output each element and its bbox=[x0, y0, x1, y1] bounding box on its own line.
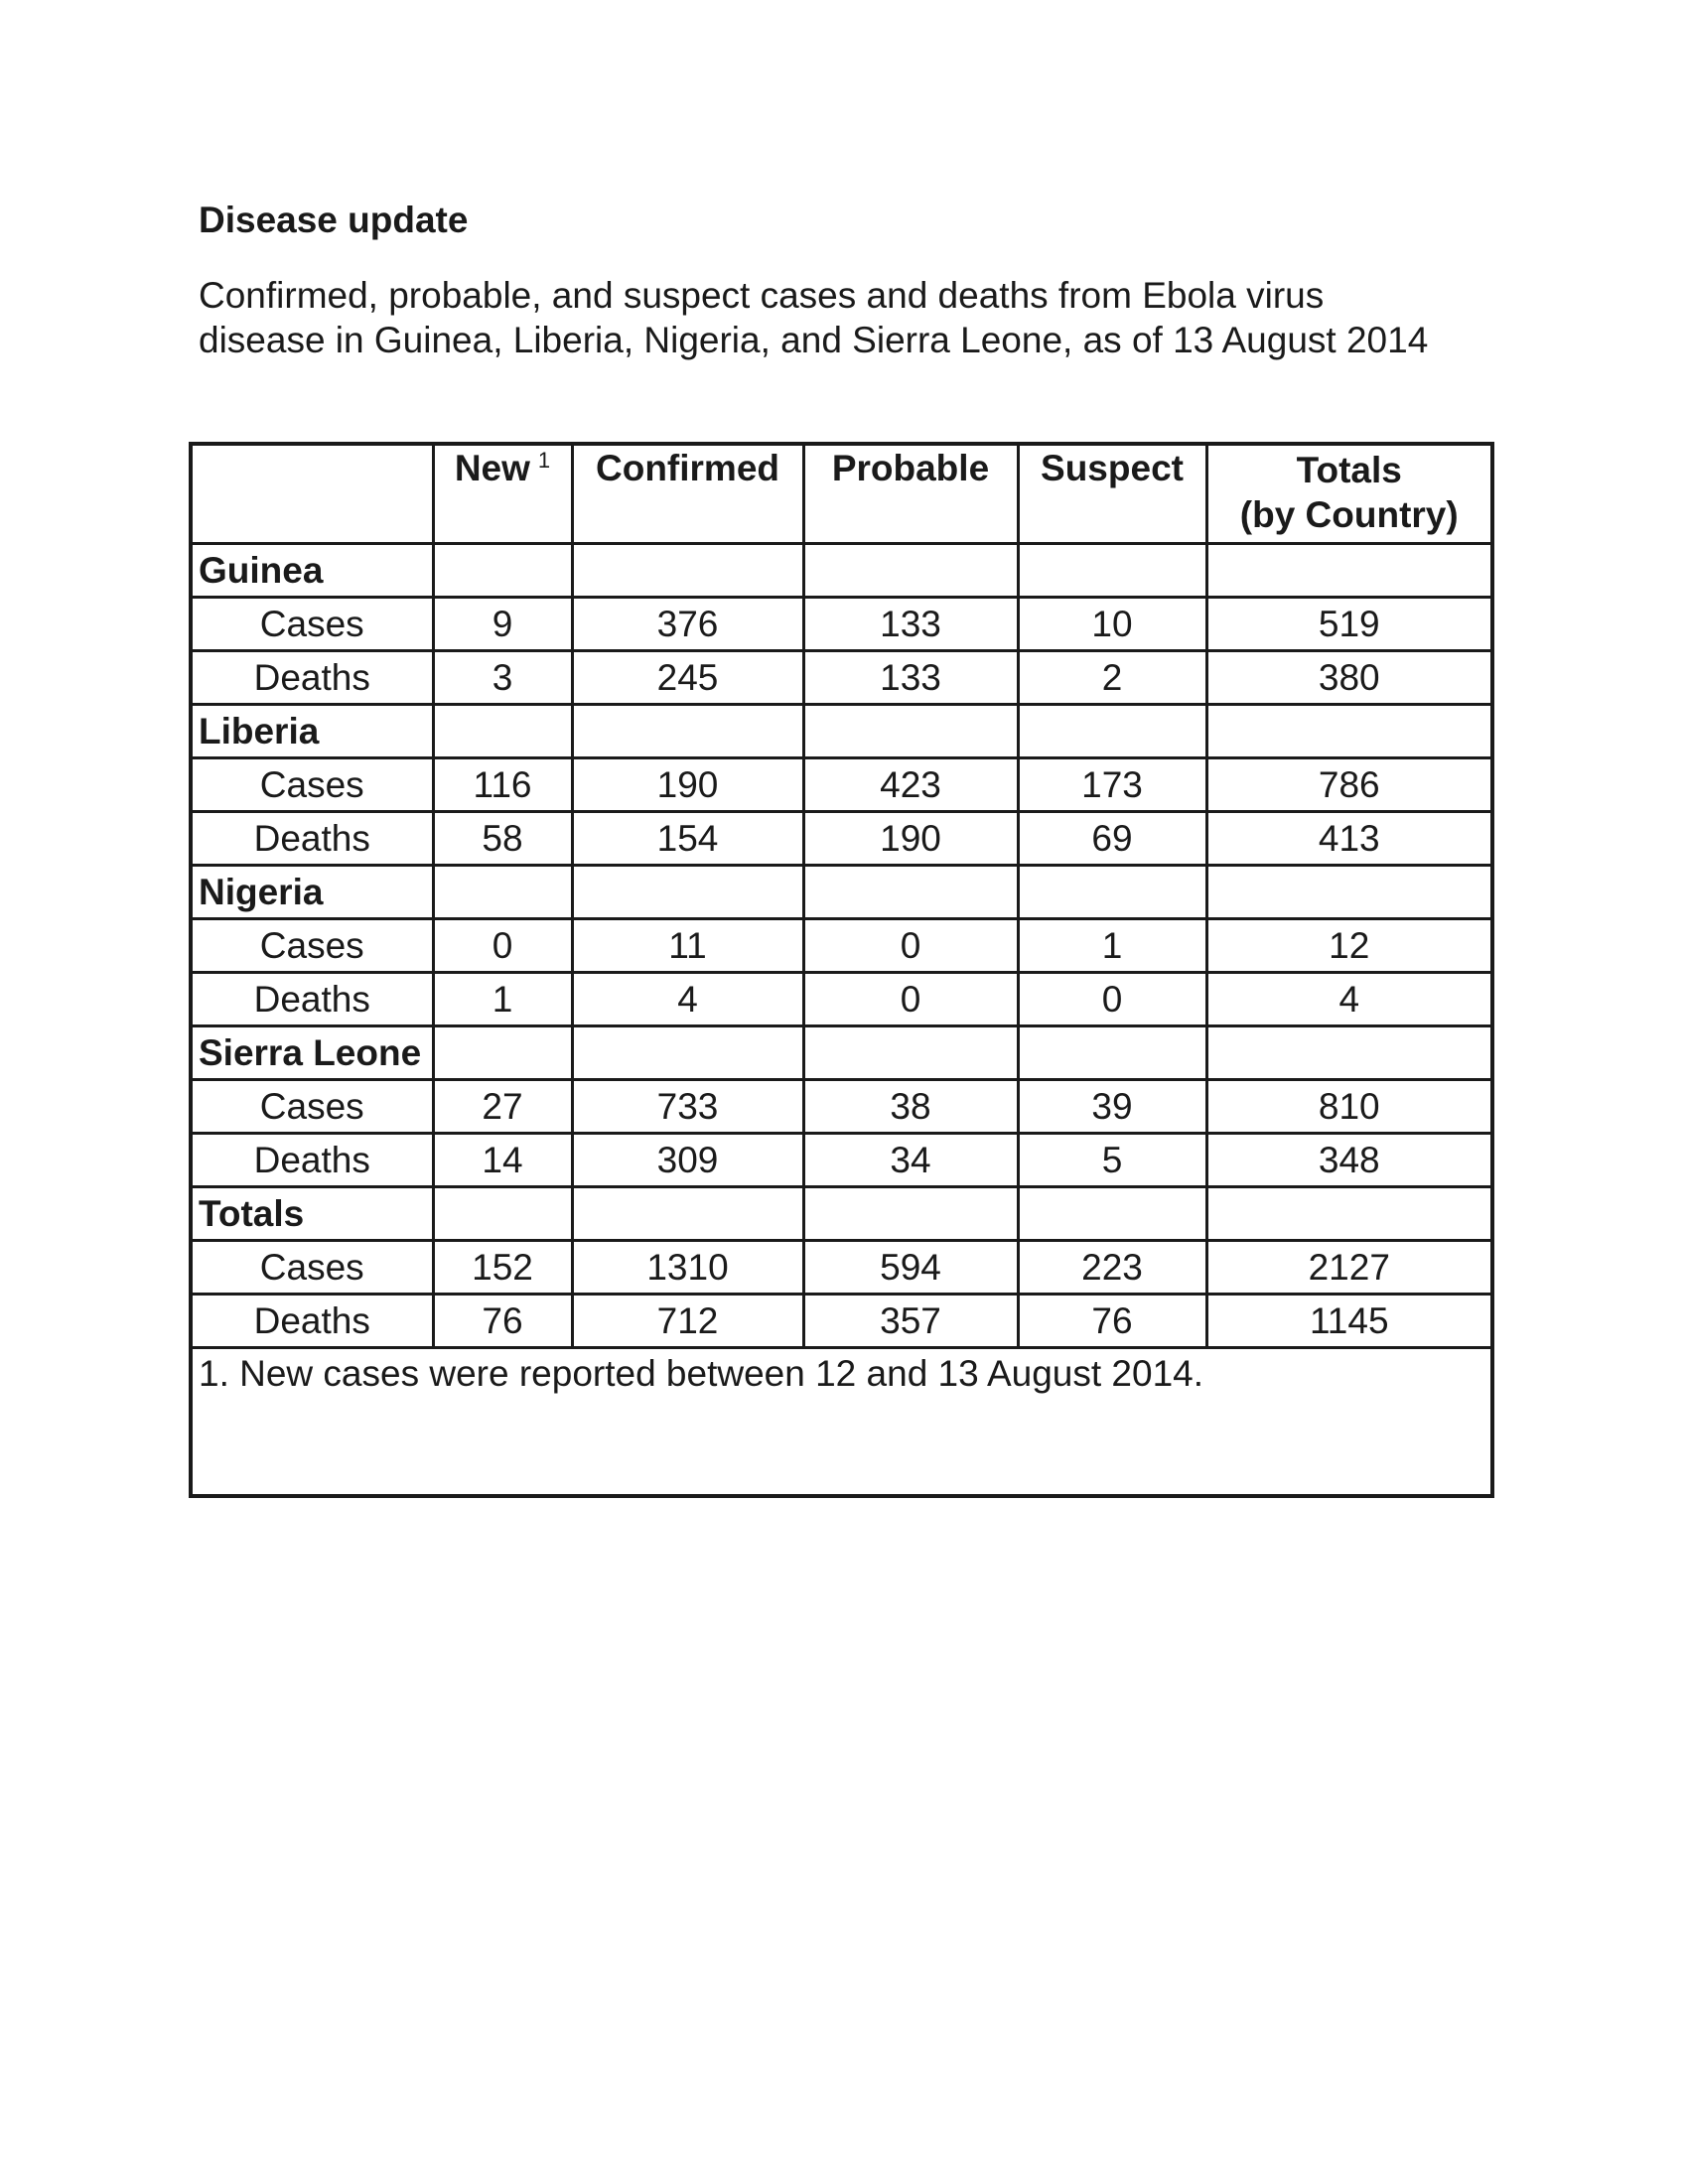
group-row bbox=[191, 1187, 1492, 1241]
empty-cell bbox=[433, 705, 572, 758]
empty-cell bbox=[1018, 1026, 1206, 1080]
empty-cell bbox=[572, 1026, 803, 1080]
empty-cell bbox=[572, 1187, 803, 1241]
cell-probable: 133 bbox=[803, 651, 1018, 705]
group-name: Nigeria bbox=[191, 866, 433, 919]
cell-suspect: 2 bbox=[1018, 651, 1206, 705]
table-caption: Confirmed, probable, and suspect cases and deaths from Ebola virus disease in Guinea, Liberia, Nigeria, and Sierra Leone, as of 13 August 2014 bbox=[199, 275, 1429, 360]
cell-suspect: 69 bbox=[1018, 812, 1206, 866]
table-row bbox=[191, 598, 1492, 651]
empty-cell bbox=[1206, 1187, 1492, 1241]
header-totals: Totals (by Country) bbox=[1206, 444, 1492, 544]
group-row bbox=[191, 705, 1492, 758]
table-row bbox=[191, 919, 1492, 973]
row-label: Cases bbox=[191, 1241, 433, 1295]
row-label: Deaths bbox=[191, 812, 433, 866]
header-new: New $^1$ bbox=[433, 444, 572, 544]
cell-suspect: 0 bbox=[1018, 973, 1206, 1026]
ebola-cases-table bbox=[189, 442, 1494, 1498]
cell-confirmed: 245 bbox=[572, 651, 803, 705]
header-probable: Probable bbox=[803, 444, 1018, 544]
row-label: Cases bbox=[191, 919, 433, 973]
cell-suspect: 223 bbox=[1018, 1241, 1206, 1295]
row-label: Cases bbox=[191, 598, 433, 651]
cell-confirmed: 733 bbox=[572, 1080, 803, 1134]
table-row bbox=[191, 973, 1492, 1026]
group-row bbox=[191, 544, 1492, 598]
header-row bbox=[191, 444, 1492, 544]
row-label: Deaths bbox=[191, 1295, 433, 1348]
cell-total: 786 bbox=[1206, 758, 1492, 812]
cell-suspect: 39 bbox=[1018, 1080, 1206, 1134]
empty-cell bbox=[433, 1026, 572, 1080]
cell-probable: 423 bbox=[803, 758, 1018, 812]
cell-confirmed: 1310 bbox=[572, 1241, 803, 1295]
page-heading: Disease update bbox=[199, 200, 469, 240]
cell-suspect: 1 bbox=[1018, 919, 1206, 973]
cell-confirmed: 190 bbox=[572, 758, 803, 812]
empty-cell bbox=[572, 544, 803, 598]
empty-cell bbox=[433, 544, 572, 598]
footnote-marker: 1 bbox=[537, 447, 551, 473]
cell-suspect: 173 bbox=[1018, 758, 1206, 812]
cell-total: 12 bbox=[1206, 919, 1492, 973]
empty-cell bbox=[803, 544, 1018, 598]
cell-total: 810 bbox=[1206, 1080, 1492, 1134]
empty-cell bbox=[1206, 544, 1492, 598]
table-row bbox=[191, 758, 1492, 812]
row-label: Deaths bbox=[191, 973, 433, 1026]
cell-confirmed: 376 bbox=[572, 598, 803, 651]
row-label: Cases bbox=[191, 758, 433, 812]
table-row bbox=[191, 1241, 1492, 1295]
cell-new: 152 bbox=[433, 1241, 572, 1295]
table-row bbox=[191, 651, 1492, 705]
cell-new: 76 bbox=[433, 1295, 572, 1348]
cell-total: 4 bbox=[1206, 973, 1492, 1026]
cell-probable: 34 bbox=[803, 1134, 1018, 1187]
group-row bbox=[191, 866, 1492, 919]
cell-probable: 594 bbox=[803, 1241, 1018, 1295]
empty-cell bbox=[433, 866, 572, 919]
empty-cell bbox=[803, 866, 1018, 919]
cell-probable: 0 bbox=[803, 919, 1018, 973]
cell-probable: 357 bbox=[803, 1295, 1018, 1348]
cell-confirmed: 309 bbox=[572, 1134, 803, 1187]
empty-cell bbox=[803, 1026, 1018, 1080]
empty-cell bbox=[1018, 866, 1206, 919]
table-body bbox=[191, 544, 1492, 1348]
cell-probable: 190 bbox=[803, 812, 1018, 866]
cell-total: 413 bbox=[1206, 812, 1492, 866]
table-row bbox=[191, 1080, 1492, 1134]
table-row bbox=[191, 1134, 1492, 1187]
header-confirmed: Confirmed bbox=[572, 444, 803, 544]
cell-suspect: 76 bbox=[1018, 1295, 1206, 1348]
group-name: Sierra Leone bbox=[191, 1026, 433, 1080]
empty-cell bbox=[803, 705, 1018, 758]
cell-total: 1145 bbox=[1206, 1295, 1492, 1348]
header-blank bbox=[191, 444, 433, 544]
cell-new: 0 bbox=[433, 919, 572, 973]
cell-total: 519 bbox=[1206, 598, 1492, 651]
row-label: Deaths bbox=[191, 1134, 433, 1187]
cell-suspect: 5 bbox=[1018, 1134, 1206, 1187]
cell-confirmed: 11 bbox=[572, 919, 803, 973]
cell-probable: 133 bbox=[803, 598, 1018, 651]
group-row bbox=[191, 1026, 1492, 1080]
cell-suspect: 10 bbox=[1018, 598, 1206, 651]
cell-probable: 0 bbox=[803, 973, 1018, 1026]
cell-total: 348 bbox=[1206, 1134, 1492, 1187]
group-name: Guinea bbox=[191, 544, 433, 598]
cell-total: 380 bbox=[1206, 651, 1492, 705]
empty-cell bbox=[1018, 705, 1206, 758]
footnote-row bbox=[191, 1348, 1492, 1497]
empty-cell bbox=[1018, 544, 1206, 598]
footnote-text: 1. New cases were reported between 12 and 13 August 2014. bbox=[191, 1348, 1492, 1497]
row-label: Cases bbox=[191, 1080, 433, 1134]
cell-new: 3 bbox=[433, 651, 572, 705]
table-row bbox=[191, 812, 1492, 866]
cell-confirmed: 712 bbox=[572, 1295, 803, 1348]
cell-new: 9 bbox=[433, 598, 572, 651]
table-row bbox=[191, 1295, 1492, 1348]
row-label: Deaths bbox=[191, 651, 433, 705]
empty-cell bbox=[572, 705, 803, 758]
cell-total: 2127 bbox=[1206, 1241, 1492, 1295]
empty-cell bbox=[1206, 866, 1492, 919]
cell-new: 58 bbox=[433, 812, 572, 866]
group-name: Totals bbox=[191, 1187, 433, 1241]
cell-new: 27 bbox=[433, 1080, 572, 1134]
cell-confirmed: 154 bbox=[572, 812, 803, 866]
group-name: Liberia bbox=[191, 705, 433, 758]
cell-new: 116 bbox=[433, 758, 572, 812]
empty-cell bbox=[1206, 705, 1492, 758]
cell-confirmed: 4 bbox=[572, 973, 803, 1026]
empty-cell bbox=[433, 1187, 572, 1241]
header-suspect: Suspect bbox=[1018, 444, 1206, 544]
cell-new: 14 bbox=[433, 1134, 572, 1187]
empty-cell bbox=[1206, 1026, 1492, 1080]
cell-probable: 38 bbox=[803, 1080, 1018, 1134]
empty-cell bbox=[1018, 1187, 1206, 1241]
cell-new: 1 bbox=[433, 973, 572, 1026]
empty-cell bbox=[803, 1187, 1018, 1241]
empty-cell bbox=[572, 866, 803, 919]
